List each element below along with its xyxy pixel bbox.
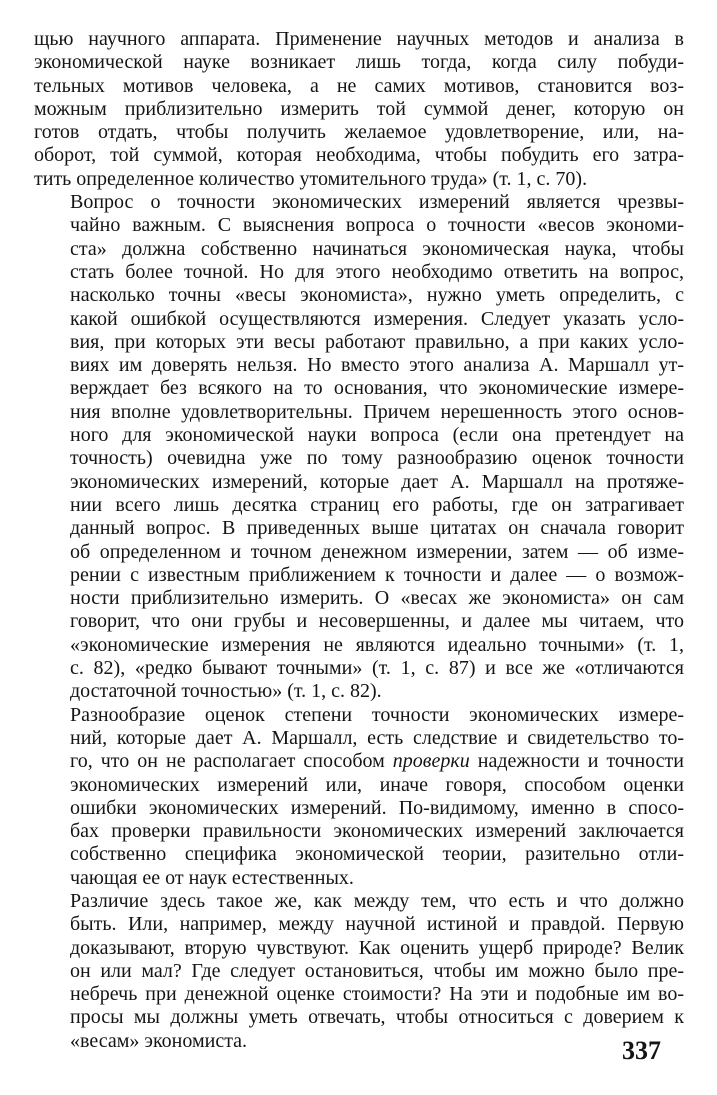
- text-line: он или мал? Где следует остановиться, чтобы им можно было пре-: [70, 959, 684, 982]
- page-number: 337: [622, 1036, 661, 1065]
- text-line: собственно специфика экономической теории, разительно отли-: [70, 843, 684, 866]
- text-line: быть. Или, например, между научной истиной и правдой. Первую: [70, 913, 684, 936]
- text-line: оборот, той суммой, которая необходима, чтобы побудить его затра-: [34, 144, 684, 167]
- page-body: [34, 28, 684, 1053]
- text-line: вия, при которых эти весы работают правильно, а при каких усло-: [70, 330, 684, 353]
- text-line: «экономические измерения не являются идеально точными» (т. 1,: [70, 633, 684, 656]
- text-line: ного для экономической науки вопроса (если она претендует на: [70, 424, 684, 447]
- emphasis: проверки: [392, 750, 470, 773]
- text-line: рении с известным приближением к точности и далее — о возмож-: [70, 563, 684, 586]
- text-line: готов отдать, чтобы получить желаемое удовлетворение, или, на-: [34, 121, 684, 144]
- text-line: чайно важным. С выяснения вопроса о точности «весов экономи-: [70, 214, 684, 237]
- text-line: Разнообразие оценок степени точности экономических измере-: [70, 703, 684, 726]
- text-line: данный вопрос. В приведенных выше цитатах он сначала говорит: [70, 517, 684, 540]
- paragraph-2: [34, 191, 684, 704]
- text-line: стать более точной. Но для этого необходимо ответить на вопрос,: [70, 260, 684, 283]
- text-line: какой ошибкой осуществляются измерения. Следует указать усло-: [70, 307, 684, 330]
- text-line: достаточной точностью» (т. 1, с. 82).: [70, 680, 382, 703]
- text-line: доказывают, вторую чувствуют. Как оценить ущерб природе? Велик: [70, 936, 684, 959]
- text-line: го, что он не располагает способом проверки надежности и точности: [70, 750, 684, 773]
- text-line: нии всего лишь десятка страниц его работы, где он затрагивает: [70, 493, 684, 516]
- text-line: экономических измерений, которые дает А. Маршалл на протяже-: [70, 470, 684, 493]
- paragraph-4: [34, 890, 684, 1053]
- text-line: бах проверки правильности экономических измерений заключается: [70, 820, 684, 843]
- text-line: точность) очевидна уже по тому разнообразию оценок точности: [70, 447, 684, 470]
- text-line: насколько точны «весы экономиста», нужно уметь определить, с: [70, 284, 684, 307]
- text-line: ошибки экономических измерений. По-видимому, именно в спосо-: [70, 796, 684, 819]
- text-line: ний, которые дает А. Маршалл, есть следствие и свидетельство то-: [70, 726, 684, 749]
- text-line: ста» должна собственно начинаться экономическая наука, чтобы: [70, 237, 684, 260]
- text-line: просы мы должны уметь отвечать, чтобы относиться с доверием к: [70, 1006, 684, 1029]
- text-line: экономической науке возникает лишь тогда, когда силу побуди-: [34, 51, 684, 74]
- text-line: с. 82), «редко бывают точными» (т. 1, с. 87) и все же «отличаются: [70, 657, 684, 680]
- text-line: небречь при денежной оценке стоимости? На эти и подобные им во-: [70, 983, 684, 1006]
- text-line: говорит, что они грубы и несовершенны, и далее мы читаем, что: [70, 610, 684, 633]
- text-line: «весам» экономиста.: [70, 1029, 248, 1052]
- text-line: Вопрос о точности экономических измерений является чрезвы-: [70, 191, 684, 214]
- paragraph-3: [34, 704, 684, 890]
- text-line: ния вполне удовлетворительны. Причем нерешенность этого основ-: [70, 400, 684, 423]
- text-line: об определенном и точном денежном измерении, затем — об изме-: [70, 540, 684, 563]
- text-line: тельных мотивов человека, а не самих мотивов, становится воз-: [34, 74, 684, 97]
- paragraph-1: [34, 28, 684, 191]
- text-line: щью научного аппарата. Применение научных методов и анализа в: [34, 28, 684, 50]
- text-line: можным приблизительно измерить той суммой денег, которую он: [34, 97, 684, 120]
- text-line: виях им доверять нельзя. Но вместо этого анализа А. Маршалл ут-: [70, 354, 684, 377]
- text-line: экономических измерений или, иначе говоря, способом оценки: [70, 773, 684, 796]
- text-line: тить определенное количество утомительного труда» (т. 1, с. 70).: [34, 167, 588, 190]
- text-line: чающая ее от наук естественных.: [70, 866, 354, 889]
- text-line: верждает без всякого на то основания, что экономические измере-: [70, 377, 684, 400]
- text-line: ности приблизительно измерить. О «весах же экономиста» он сам: [70, 587, 684, 610]
- text-line: Различие здесь такое же, как между тем, что есть и что должно: [70, 889, 684, 912]
